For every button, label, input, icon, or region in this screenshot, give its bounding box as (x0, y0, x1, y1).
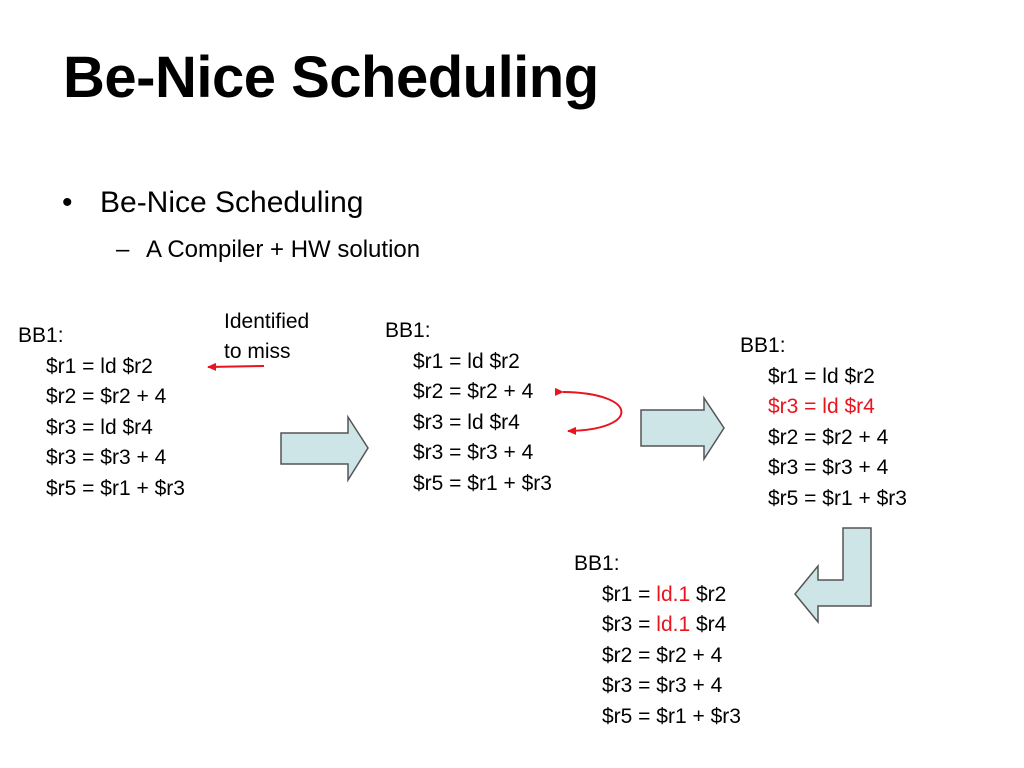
block-header: BB1: (18, 324, 64, 347)
code-line: $r5 = $r1 + $r3 (602, 704, 741, 728)
step-arrow-right-icon (281, 417, 368, 480)
bullet-text: Be-Nice Scheduling (100, 186, 364, 219)
code-line: $r1 = ld $r2 (768, 364, 875, 388)
code-line: $r5 = $r1 + $r3 (46, 476, 185, 500)
code-line: $r3 = ld $r4 (46, 415, 153, 439)
code-text: $r2 (690, 582, 727, 606)
block-header: BB1: (740, 334, 786, 357)
block-header: BB1: (574, 552, 620, 575)
miss-annotation-line-2: to miss (224, 340, 291, 363)
code-line: $r3 = $r3 + 4 (602, 674, 723, 697)
code-text: $r3 = (602, 613, 657, 636)
code-line: $r2 = $r2 + 4 (768, 425, 889, 449)
step-arrow-bent-icon (795, 528, 871, 622)
code-line: $r2 = $r2 + 4 (602, 643, 723, 667)
code-line: $r5 = $r1 + $r3 (413, 471, 552, 495)
sub-bullet-marker: – (116, 236, 130, 263)
bullet-marker: • (62, 186, 73, 219)
code-text: $r1 = (602, 582, 657, 606)
code-line: $r3 = ld $r4 (413, 410, 520, 434)
block-header: BB1: (385, 319, 431, 342)
miss-annotation-line-1: Identified (224, 310, 310, 333)
code-line: $r2 = $r2 + 4 (413, 380, 534, 403)
code-line: $r1 = ld $r2 (46, 354, 153, 378)
step-arrow-right-icon (641, 398, 724, 459)
code-line: $r3 = $r3 + 4 (768, 456, 889, 479)
miss-pointer-arrow (208, 366, 264, 367)
code-line: $r5 = $r1 + $r3 (768, 486, 907, 510)
code-line: $r3 = $r3 + 4 (413, 441, 534, 464)
slide-title: Be-Nice Scheduling (63, 45, 599, 110)
code-line: $r1 = ld $r2 (413, 349, 520, 373)
sub-bullet-text: A Compiler + HW solution (146, 236, 421, 263)
code-line-highlighted: $r3 = ld $r4 (768, 395, 875, 418)
load-hint-op: ld.1 (656, 613, 691, 636)
code-text: $r4 (690, 613, 727, 636)
swap-arrow (563, 392, 621, 431)
code-line: $r2 = $r2 + 4 (46, 385, 167, 408)
code-line: $r3 = $r3 + 4 (46, 446, 167, 469)
load-hint-op: ld.1 (656, 582, 691, 606)
